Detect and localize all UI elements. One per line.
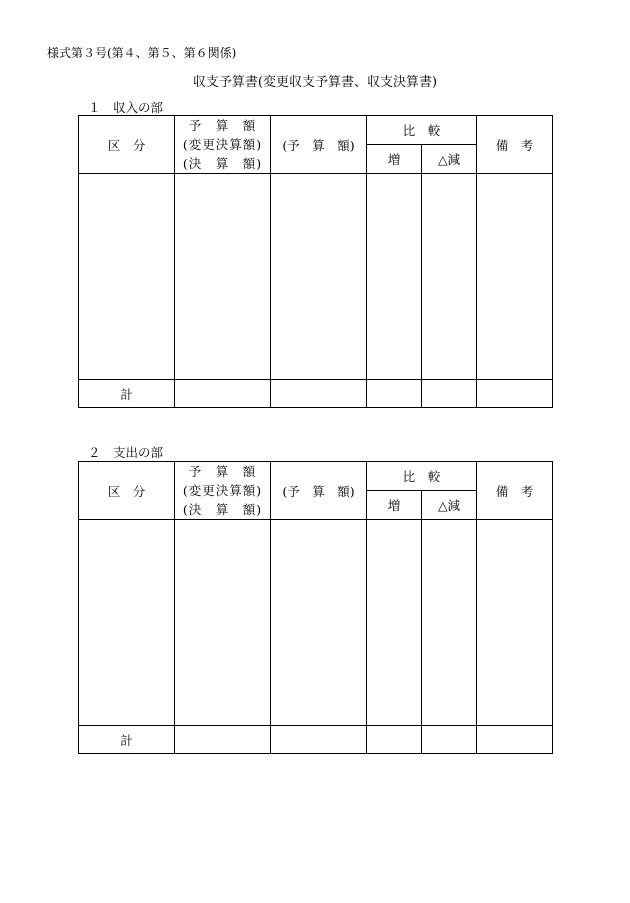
total-increase-cell[interactable] [367, 380, 422, 408]
budget-header-line2: (変更決算額) [182, 137, 263, 152]
table-row [79, 520, 553, 726]
total-row [79, 380, 553, 408]
increase-cell[interactable] [367, 520, 422, 726]
budget-header-line2: (変更決算額) [182, 483, 263, 498]
category-cell[interactable] [79, 174, 175, 380]
table-row [79, 174, 553, 380]
category-cell[interactable] [79, 520, 175, 726]
total-decrease-cell[interactable] [422, 380, 477, 408]
budget-header-line1: 予 算 額 [188, 118, 257, 133]
total-label: 計 [79, 380, 175, 408]
prior-budget-cell[interactable] [271, 520, 367, 726]
comparison-header: 比 較 [367, 462, 477, 491]
budget-header-line3: (決 算 額) [182, 156, 263, 171]
decrease-cell[interactable] [422, 174, 477, 380]
budget-header [175, 462, 271, 520]
total-remarks-cell[interactable] [477, 380, 553, 408]
budget-cell[interactable] [175, 174, 271, 380]
total-budget-cell[interactable] [175, 726, 271, 754]
decrease-header: △減 [422, 145, 477, 174]
comparison-header: 比 較 [367, 116, 477, 145]
remarks-header: 備 考 [477, 462, 553, 520]
total-decrease-cell[interactable] [422, 726, 477, 754]
income-section-title: １ 収入の部 [88, 100, 164, 115]
prior-budget-header: (予 算 額) [271, 116, 367, 174]
total-prior-budget-cell[interactable] [271, 380, 367, 408]
income-table [78, 115, 553, 408]
budget-header-line1: 予 算 額 [188, 464, 257, 479]
total-prior-budget-cell[interactable] [271, 726, 367, 754]
increase-header: 増 [367, 491, 422, 520]
budget-header [175, 116, 271, 174]
total-remarks-cell[interactable] [477, 726, 553, 754]
total-increase-cell[interactable] [367, 726, 422, 754]
category-header: 区 分 [79, 462, 175, 520]
remarks-cell[interactable] [477, 174, 553, 380]
decrease-cell[interactable] [422, 520, 477, 726]
expenditure-table [78, 461, 553, 754]
remarks-cell[interactable] [477, 520, 553, 726]
budget-header-line3: (決 算 額) [182, 502, 263, 517]
increase-cell[interactable] [367, 174, 422, 380]
prior-budget-header: (予 算 額) [271, 462, 367, 520]
total-budget-cell[interactable] [175, 380, 271, 408]
document-title: 収支予算書(変更収支予算書、収支決算書) [192, 75, 438, 90]
remarks-header: 備 考 [477, 116, 553, 174]
decrease-header: △減 [422, 491, 477, 520]
total-label: 計 [79, 726, 175, 754]
prior-budget-cell[interactable] [271, 174, 367, 380]
form-number: 様式第３号(第４、第５、第６関係) [47, 46, 237, 60]
budget-cell[interactable] [175, 520, 271, 726]
expenditure-section-title: ２ 支出の部 [88, 445, 164, 460]
increase-header: 増 [367, 145, 422, 174]
category-header: 区 分 [79, 116, 175, 174]
total-row [79, 726, 553, 754]
